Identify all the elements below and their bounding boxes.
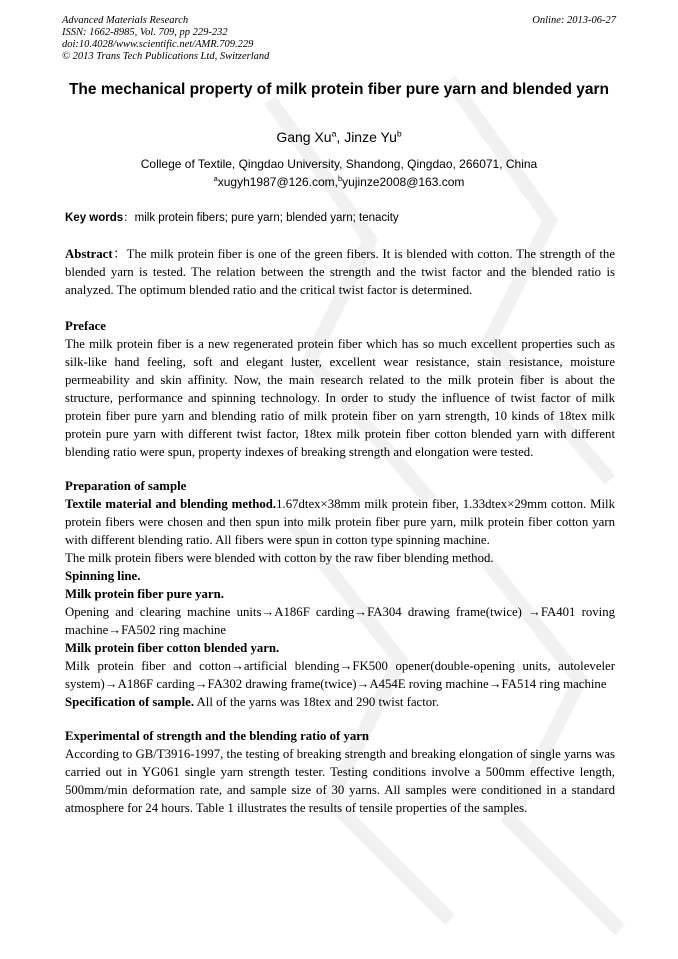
keywords-label: Key words <box>65 212 124 224</box>
author-separator: , <box>336 129 345 145</box>
material-text: 1.67dtex×38mm milk protein fiber, 1.33dtex×29mm cotton. Milk protein fibers were chosen and then spun into milk protein fiber pure yarn, milk protein fiber cotton yarn with different blending ratio. All fibers were spun in cotton type spinning machine. <box>65 497 615 547</box>
online-date: Online: 2013-06-27 <box>532 15 616 26</box>
paper-title: The mechanical property of milk protein fiber pure yarn and blended yarn <box>68 81 610 98</box>
experimental-text: According to GB/T3916-1997, the testing of breaking strength and breaking elongation of single yarns was carried out in YG061 single yarn strength tester. Testing conditions involve a 500mm effective length, 500mm/min deformation rate, and sample size of 30 yarns. All samples were conditioned in a standard atmosphere for 24 hours. Table 1 illustrates the results of tensile properties of the samples. <box>65 747 615 815</box>
pure-yarn-heading: Milk protein fiber pure yarn. <box>65 587 224 601</box>
abstract-label: Abstract <box>65 247 113 261</box>
email-a-mark: a <box>213 174 218 183</box>
affiliation: College of Textile, Qingdao University, Shandong, Qingdao, 266071, China <box>140 157 538 171</box>
experimental-heading: Experimental of strength and the blending ratio of yarn <box>65 729 370 743</box>
keywords-colon: ： <box>123 212 135 224</box>
abstract-colon: ： <box>112 247 127 261</box>
keywords <box>65 210 615 226</box>
email-line <box>62 174 616 190</box>
journal-name: Advanced Materials Research <box>62 15 189 26</box>
preface-text: The milk protein fiber is a new regenerated protein fiber which has so much excellent properties such as silk-like hand feeling, soft and elegant luster, excellent wear resistance, stain resistance, moisture permeability and skin affinity. Now, the main research related to the milk protein fiber is about the structure, performance and spinning technology. In order to study the influence of twist factor of milk protein fiber pure yarn and blending ratio of milk protein fiber on yarn strength, 10 kinds of 18tex milk protein pure yarn with different twist factor, 18tex milk protein fiber cotton blended yarn with different blending ratio were spun, property indexes of breaking strength and elongation were tested. <box>65 337 615 459</box>
author-1: Gang Xu <box>276 129 332 145</box>
blend-method-text: The milk protein fibers were blended with cotton by the raw fiber blending method. <box>65 551 494 565</box>
issn-line: ISSN: 1662-8985, Vol. 709, pp 229-232 <box>62 27 228 38</box>
author-2: Jinze Yu <box>344 129 397 145</box>
author-line <box>62 128 616 146</box>
journal-header <box>62 15 616 63</box>
pure-yarn-text: Opening and clearing machine units→A186F carding→FA304 drawing frame(twice) →FA401 roving machine→FA502 ring machine <box>65 605 615 637</box>
author-2-affil-mark: b <box>396 128 402 139</box>
spinning-line-heading: Spinning line. <box>65 569 141 583</box>
author-1-affil-mark: a <box>331 128 337 139</box>
blended-yarn-heading: Milk protein fiber cotton blended yarn. <box>65 641 280 655</box>
material-label: Textile material and blending method. <box>65 497 277 511</box>
abstract-section <box>65 245 615 299</box>
preparation-heading: Preparation of sample <box>65 479 187 493</box>
specification-label: Specification of sample. <box>65 695 195 709</box>
email-b: yujinze2008@163.com <box>342 175 465 189</box>
preface-heading: Preface <box>65 319 106 333</box>
specification-text: All of the yarns was 18tex and 290 twist factor. <box>196 695 439 709</box>
blended-yarn-text: Milk protein fiber and cotton→artificial blending→FK500 opener(double-opening units, autoleveler system)→A186F carding→FA302 drawing frame(twice)→A454E roving machine→FA514 ring machine <box>65 659 615 691</box>
email-a: xugyh1987@126.com, <box>217 175 338 189</box>
copyright-line: © 2013 Trans Tech Publications Ltd, Switzerland <box>62 51 270 62</box>
email-b-mark: b <box>338 174 343 183</box>
doi-line: doi:10.4028/www.scientific.net/AMR.709.229 <box>62 39 254 50</box>
body-sections <box>65 317 615 817</box>
keywords-text: milk protein fibers; pure yarn; blended yarn; tenacity <box>134 212 399 224</box>
abstract-text: The milk protein fiber is one of the green fibers. It is blended with cotton. The strength of the blended yarn is tested. The relation between the strength and the twist factor and the blended ratio is analyzed. The optimum blended ratio and the critical twist factor is determined. <box>65 247 615 297</box>
